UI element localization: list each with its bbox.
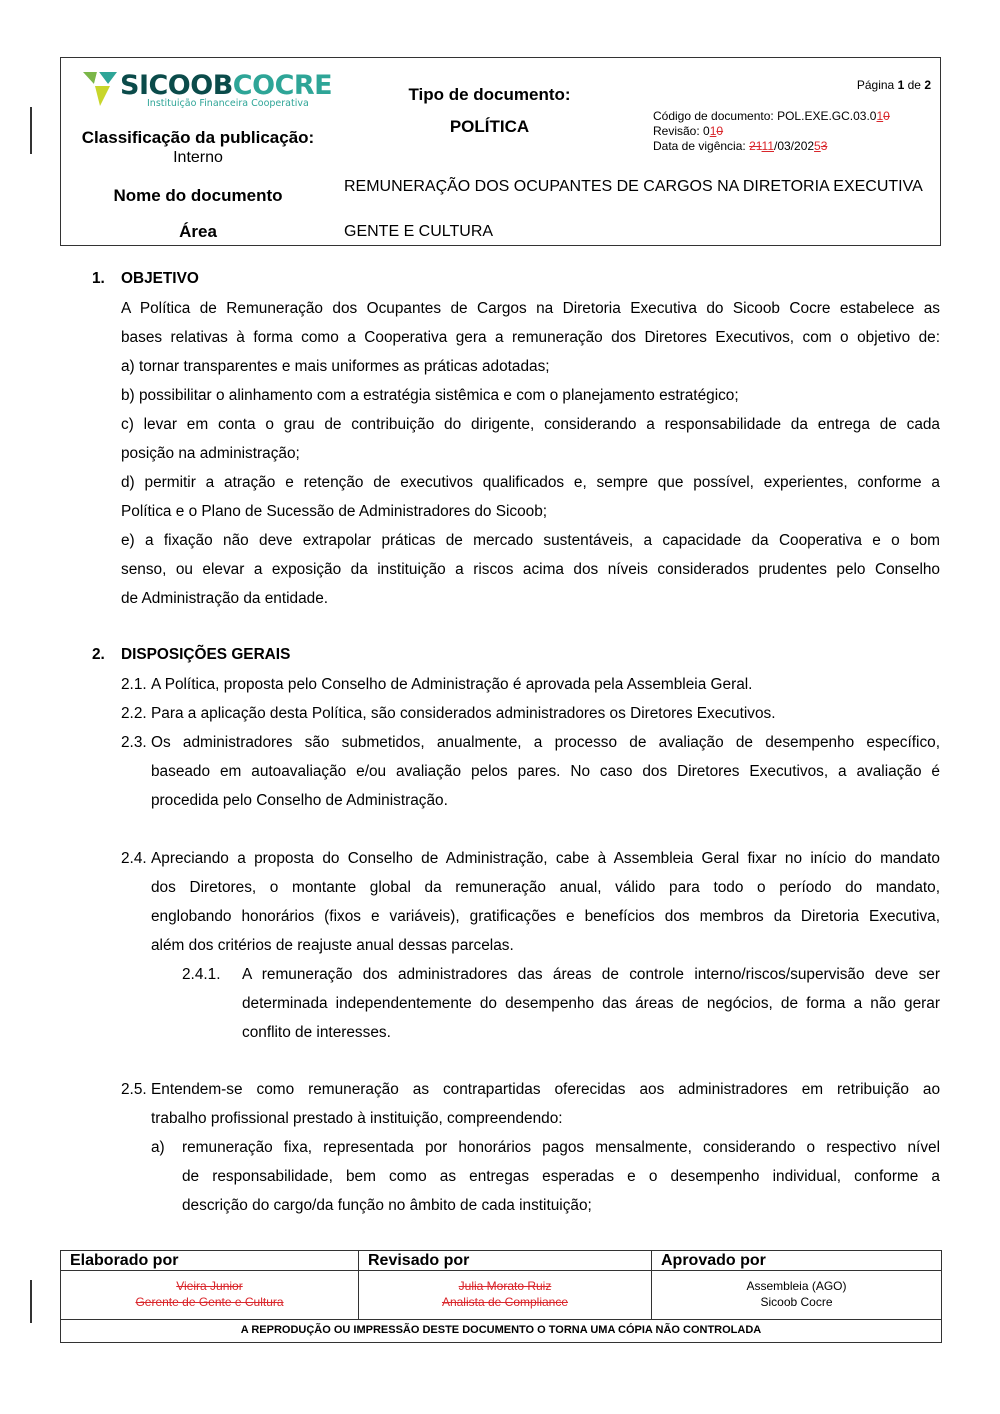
area-value-cell [335, 218, 941, 246]
logo-tagline: Instituição Financeira Cooperativa [147, 98, 309, 109]
s1-line: Política e o Plano de Sucessão de Administradores do Sicoob; [121, 503, 548, 520]
item-2-3-line: Os administradores são submetidos, anualmente, a processo de avaliação de desempenho específico, [151, 734, 940, 751]
s1-line: A Política de Remuneração dos Ocupantes de Cargos na Diretoria Executiva do Sicoob Cocre estabelece as [121, 300, 940, 317]
item-2-4-1-line: determinada independentemente do desempenho das áreas de negócios, de forma a não gerar [242, 995, 940, 1012]
item-2-4-1-number: 2.4.1. [182, 966, 221, 983]
effective-date-deleted-day: 21 [749, 139, 762, 153]
revision-label: Revisão: [653, 124, 704, 138]
item-2-3-number: 2.3. [121, 734, 147, 751]
doc-info-cell [644, 58, 941, 174]
item-2-4-1-line: conflito de interesses. [242, 1024, 391, 1041]
reviewed-header-cell [359, 1251, 652, 1271]
item-2-1-number: 2.1. [121, 676, 147, 693]
document-header-table [60, 57, 941, 246]
item-2-5-line: trabalho profissional prestado à instituição, compreendendo: [151, 1110, 563, 1127]
reviewed-value-cell [359, 1271, 652, 1320]
area-label: Área [179, 222, 217, 241]
elaborated-value-cell [61, 1271, 359, 1320]
sicoob-logo-icon [83, 70, 119, 108]
elaborated-label: Elaborado por [70, 1252, 179, 1269]
elaborated-name: Vieira Junior [176, 1279, 243, 1293]
s1-line: a) tornar transparentes e mais uniformes as práticas adotadas; [121, 358, 550, 375]
item-2-5-line: Entendem-se como remuneração as contrapartidas oferecidas aos administradores em retribuição ao [151, 1081, 940, 1098]
item-2-1-text: A Política, proposta pelo Conselho de Administração é aprovada pela Assembleia Geral. [151, 676, 753, 693]
logo-cell [61, 58, 335, 120]
revision-deleted: 0 [716, 124, 724, 138]
doc-code-inserted: 1 [876, 109, 884, 123]
item-2-4-line: além dos critérios de reajuste anual dessas parcelas. [151, 937, 514, 954]
logo-wordmark [120, 72, 332, 100]
classification-label: Classificação da publicação: [81, 128, 315, 147]
effective-date-inserted-year: 5 [814, 139, 821, 153]
doc-code-label: Código de documento: [653, 109, 778, 123]
revision-base: 0 [703, 124, 710, 138]
effective-date-inserted-day: 11 [761, 139, 774, 153]
uncontrolled-copy-notice: A REPRODUÇÃO OU IMPRESSÃO DESTE DOCUMENTO O TORNA UMA CÓPIA NÃO CONTROLADA [240, 1324, 762, 1336]
page-total: 2 [924, 78, 931, 92]
elaborated-role: Gerente de Gente e Cultura [135, 1295, 284, 1309]
logo-brand-secondary: COCRE [232, 70, 333, 101]
reviewed-label: Revisado por [368, 1252, 470, 1269]
approval-footer-table [60, 1250, 942, 1343]
doc-code [653, 109, 890, 124]
approved-label: Aprovado por [661, 1252, 766, 1269]
effective-date-label: Data de vigência: [653, 139, 750, 153]
revision-inserted: 1 [709, 124, 717, 138]
doc-name-label-cell [61, 174, 335, 218]
item-2-3-line: baseado em autoavaliação e/ou avaliação pelos pares. No caso dos Diretores Executivos, a avaliação é [151, 763, 940, 780]
page-current: 1 [897, 78, 905, 92]
item-2-5-a-line: remuneração fixa, representada por honorários pagos mensalmente, considerando o respectivo nível [182, 1139, 940, 1156]
reviewed-name: Julia Morato Ruiz [458, 1279, 552, 1293]
effective-date-middle: /03/202 [774, 139, 815, 153]
elaborated-header-cell [61, 1251, 359, 1271]
change-bar-header [30, 107, 32, 154]
approved-value-cell [652, 1271, 941, 1320]
s1-line: posição na administração; [121, 445, 300, 462]
doc-type-cell [335, 58, 644, 174]
logo-brand-primary: SICOOB [120, 70, 233, 101]
reviewed-role: Analista de Compliance [441, 1295, 569, 1309]
s1-line: de Administração da entidade. [121, 590, 329, 607]
s1-line: b) possibilitar o alinhamento com a estratégia sistêmica e com o planejamento estratégico; [121, 387, 739, 404]
doc-name-label: Nome do documento [113, 186, 283, 205]
item-2-3-line: procedida pelo Conselho de Administração. [151, 792, 448, 809]
s1-line: bases relativas à forma como a Cooperativa gera a remuneração dos Diretores Executivos, com o objetivo de: [121, 329, 940, 346]
s1-line: senso, ou elevar a exposição da instituição a riscos acima dos níveis considerados prudentes pelo Conselho [121, 561, 940, 578]
page-number [857, 78, 931, 92]
classification-cell [61, 120, 335, 174]
item-2-4-1-line: A remuneração dos administradores das áreas de controle interno/riscos/supervisão deve ser [242, 966, 940, 983]
item-2-5-a-marker: a) [151, 1139, 165, 1156]
item-2-4-line: Apreciando a proposta do Conselho de Administração, cabe à Assembleia Geral fixar no início do mandato [151, 850, 940, 867]
effective-date-deleted-year: 3 [820, 139, 828, 153]
item-2-5-number: 2.5. [121, 1081, 147, 1098]
change-bar-footer [30, 1280, 32, 1323]
approved-name: Assembleia (AGO) [746, 1279, 847, 1293]
section-2-number: 2. [92, 646, 105, 663]
doc-type-label: Tipo de documento: [408, 85, 571, 104]
doc-info-lines [653, 109, 890, 154]
area-label-cell [61, 218, 335, 246]
notice-cell [61, 1320, 941, 1342]
s1-line: e) a fixação não deve extrapolar práticas de mercado sustentáveis, a capacidade da Cooperativa e o bom [121, 532, 940, 549]
area-value: GENTE E CULTURA [344, 223, 494, 240]
section-1-number: 1. [92, 270, 105, 287]
classification-value: Interno [173, 149, 223, 166]
item-2-2-text: Para a aplicação desta Política, são considerados administradores os Diretores Executivos. [151, 705, 776, 722]
approved-org: Sicoob Cocre [760, 1295, 833, 1309]
revision [653, 124, 890, 139]
item-2-5-a-line: descrição do cargo/da função no âmbito de cada instituição; [182, 1197, 592, 1214]
item-2-5-a-line: de responsabilidade, bem como as entregas esperadas e o desempenho individual, conforme a [182, 1168, 940, 1185]
doc-code-deleted: 0 [883, 109, 890, 123]
item-2-2-number: 2.2. [121, 705, 147, 722]
section-2-title: DISPOSIÇÕES GERAIS [121, 646, 291, 663]
item-2-4-line: dos Diretores, o montante global da remuneração anual, válido para todo o período do mandato, [151, 879, 940, 896]
doc-name-value-cell [335, 174, 941, 218]
doc-name-value: REMUNERAÇÃO DOS OCUPANTES DE CARGOS NA DIRETORIA EXECUTIVA [344, 178, 923, 195]
s1-line: c) levar em conta o grau de contribuição do dirigente, considerando a responsabilidade da entrega de cada [121, 416, 940, 433]
section-1-title: OBJETIVO [121, 270, 199, 287]
effective-date [653, 139, 890, 154]
s1-line: d) permitir a atração e retenção de executivos qualificados e, sempre que possível, experientes, conforme a [121, 474, 940, 491]
doc-code-base: POL.EXE.GC.03.0 [777, 109, 877, 123]
item-2-4-number: 2.4. [121, 850, 147, 867]
sicoob-cocre-logo [83, 70, 333, 110]
doc-type-value: POLÍTICA [449, 117, 530, 136]
approved-header-cell [652, 1251, 941, 1271]
page-prefix: Página [856, 78, 895, 92]
page-sep: de [907, 78, 921, 92]
item-2-4-line: englobando honorários (fixos e variáveis), gratificações e benefícios dos membros da Diretoria Executiva, [151, 908, 940, 925]
